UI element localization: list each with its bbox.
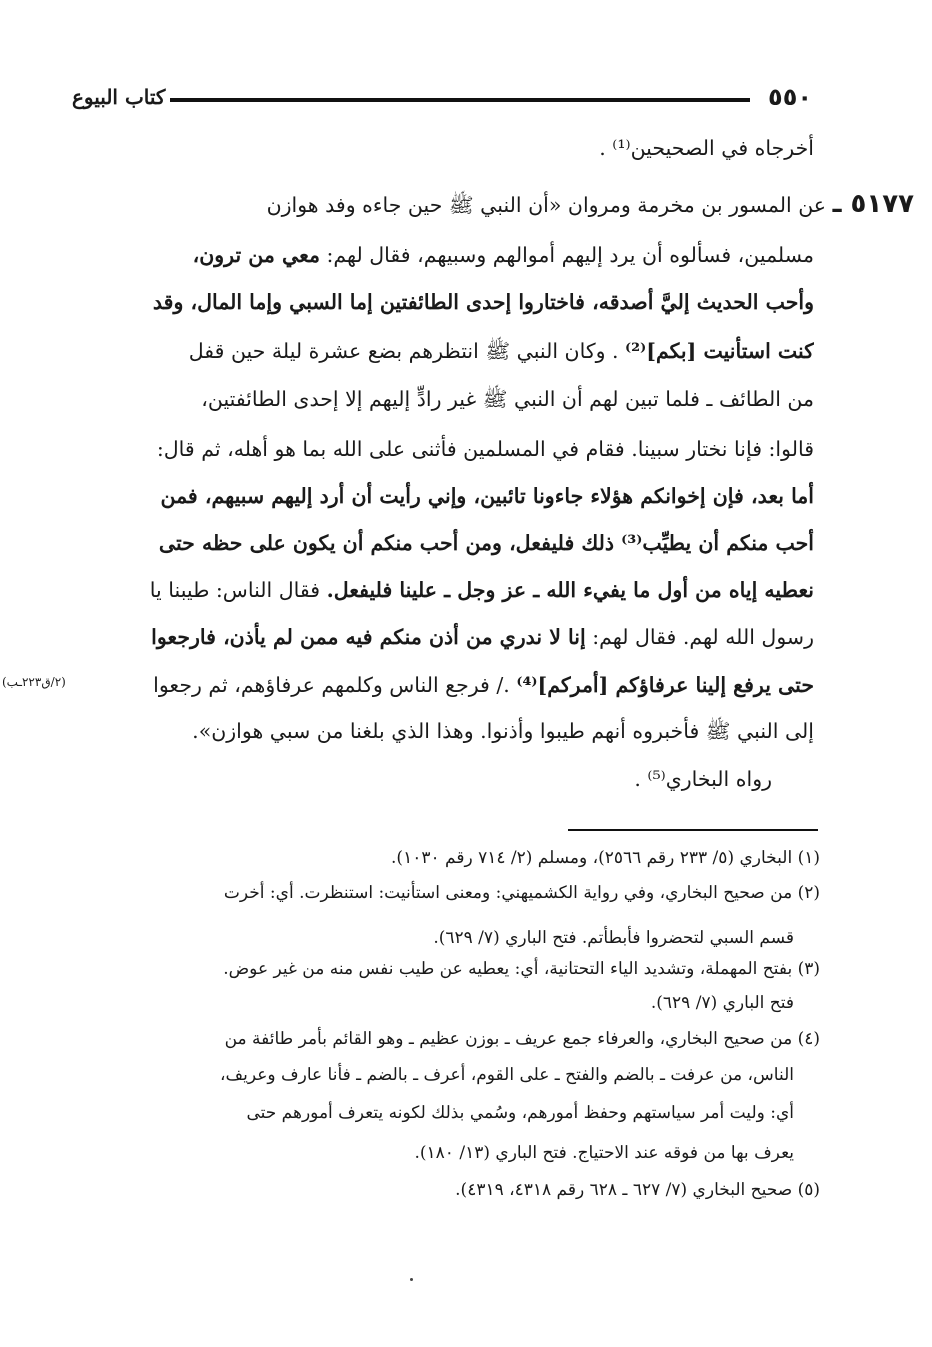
body-line-09 xyxy=(76,528,814,558)
hadith-number: ٥١٧٧ ـ xyxy=(832,189,914,219)
body-line-08 xyxy=(76,481,814,511)
body-line-11 xyxy=(76,622,814,652)
body-line-10-text: فقال الناس: طيبنا يا xyxy=(149,578,327,602)
footnote-3-line-1: (٣) بفتح المهملة، وتشديد الياء التحتانية، أي: يعطيه عن طيب نفس منه من غير عوض. xyxy=(223,959,820,979)
body-line-12-bold: حتى يرفع إلينا عرفاؤكم [أمركم]⁽⁴⁾ xyxy=(516,673,814,697)
body-line-08-bold: أما بعد، فإن إخوانكم هؤلاء جاءونا تائبين، وإني رأيت أن أرد إليهم سبيهم، فمن xyxy=(160,484,814,508)
body-line-03-text: مسلمين، فسألوه أن يرد إليهم أموالهم وسبيهم، فقال لهم: xyxy=(319,243,814,267)
running-title: كتاب البيوع xyxy=(72,85,166,109)
body-line-07: قالوا: فإنا نختار سبينا. فقام في المسلمين فأثنى على الله بما هو أهله، ثم قال: xyxy=(156,437,814,461)
body-line-12-text: ./ فرجع الناس وكلمهم عرفاؤهم، ثم رجعوا xyxy=(153,673,517,697)
body-line-11-bold: إنا لا ندري من أذن منكم فيه ممن لم يأذن، فارجعوا xyxy=(151,625,586,649)
body-line-09-bold: أحب منكم أن يطيِّب⁽³⁾ ذلك فليفعل، ومن أحب منكم أن يكون على حظه حتى xyxy=(158,531,814,555)
body-line-04 xyxy=(76,287,814,317)
footnote-1: (١) البخاري (٥/ ٢٣٣ رقم ٢٥٦٦)، ومسلم (٢/ ٧١٤ رقم ١٠٣٠). xyxy=(391,848,820,868)
body-line-10 xyxy=(76,575,814,605)
stray-dot xyxy=(410,1278,413,1281)
body-line-13: إلى النبي ﷺ فأخبروه أنهم طيبوا وأذنوا. وهذا الذي بلغنا من سبي هوازن». xyxy=(192,719,814,743)
header-rule xyxy=(170,98,750,102)
page-number: ٥٥٠ xyxy=(768,83,812,111)
body-line-05-text: . وكان النبي ﷺ انتظرهم بضع عشرة ليلة حين قفل xyxy=(188,339,626,363)
body-line-11-text: رسول الله لهم. فقال لهم: xyxy=(585,625,814,649)
body-line-05-bold: كنت استأنيت [بكم]⁽²⁾ xyxy=(625,339,814,363)
footnote-5: (٥) صحيح البخاري (٧/ ٦٢٧ ـ ٦٢٨ رقم ٤٣١٨، ٤٣١٩). xyxy=(455,1180,820,1200)
footnote-4-line-2: الناس، من عرفت ـ بالضم والفتح ـ على القوم، أعرف ـ بالضم ـ فأنا عارف وعريف، xyxy=(220,1065,794,1085)
body-line-14: رواه البخاري⁽⁵⁾ . xyxy=(634,767,772,791)
body-line-01: أخرجاه في الصحيحين⁽¹⁾ . xyxy=(599,136,814,160)
body-line-05 xyxy=(76,336,814,366)
body-line-12 xyxy=(76,670,814,700)
footnote-4-line-1: (٤) من صحيح البخاري، والعرفاء جمع عريف ـ بوزن عظيم ـ وهو القائم بأمر طائفة من xyxy=(224,1029,820,1049)
footnote-2-line-1: (٢) من صحيح البخاري، وفي رواية الكشميهني: ومعنى استأنيت: استنظرت. أي: أخرت xyxy=(223,883,820,903)
page-header xyxy=(72,80,812,120)
footnote-2-line-2: قسم السبي لتحضروا فأبطأتم. فتح الباري (٧/ ٦٢٩). xyxy=(433,928,794,948)
body-line-02-text: عن المسور بن مخرمة ومروان «أن النبي ﷺ حين جاءه وفد هوازن xyxy=(266,193,827,217)
footnote-rule xyxy=(568,829,818,831)
footnote-3-line-2: فتح الباري (٧/ ٦٢٩). xyxy=(650,993,794,1013)
body-line-10-bold: نعطيه إياه من أول ما يفيء الله ـ عز وجل ـ علينا فليفعل. xyxy=(326,578,814,602)
margin-note: (٢/ق٢٢٣ـب) xyxy=(2,675,66,689)
body-line-04-bold: وأحب الحديث إليَّ أصدقه، فاختاروا إحدى الطائفتين إما السبي وإما المال، وقد xyxy=(152,290,814,314)
body-line-03 xyxy=(76,240,814,270)
footnote-4-line-4: يعرف بها من فوقه عند الاحتياج. فتح الباري (١٣/ ١٨٠). xyxy=(414,1143,794,1163)
body-line-02 xyxy=(76,189,914,220)
body-line-06: من الطائف ـ فلما تبين لهم أن النبي ﷺ غير رادٍّ إليهم إلا إحدى الطائفتين، xyxy=(201,387,814,411)
footnote-4-line-3: أي: وليت أمر سياستهم وحفظ أمورهم، وسُمي بذلك لكونه يتعرف أمورهم حتى xyxy=(246,1103,794,1123)
body-line-03-bold: معي من ترون، xyxy=(192,243,320,267)
